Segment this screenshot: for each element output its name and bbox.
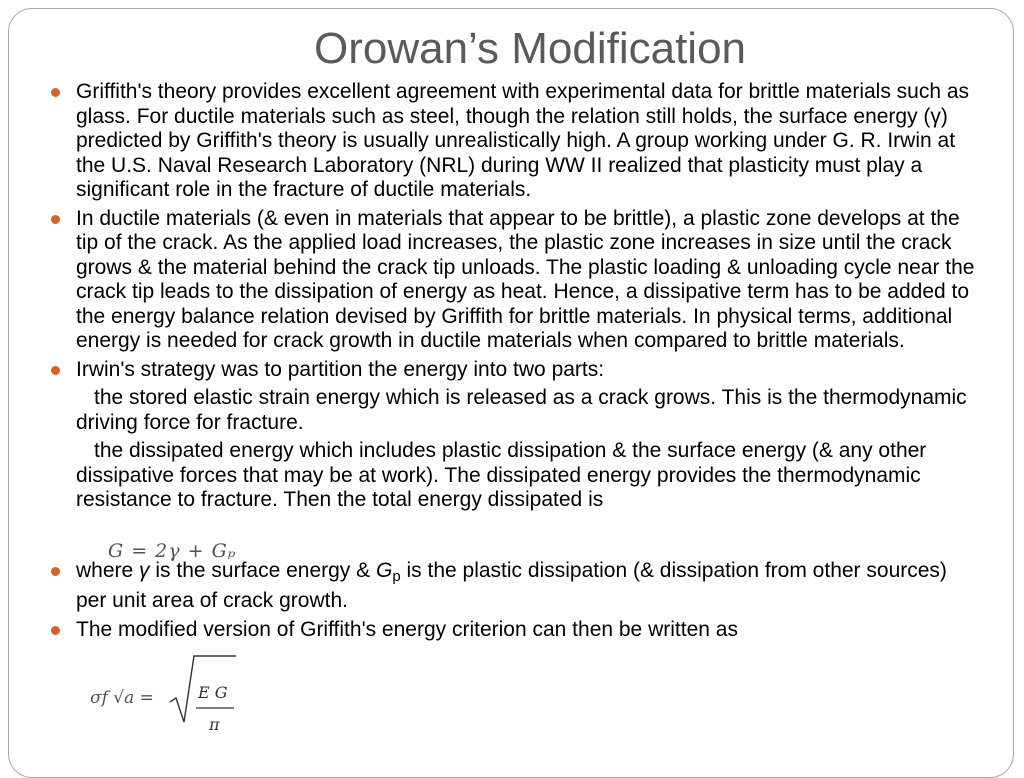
bullet-text: The modified version of Griffith's energy criterion can then be written as [76, 617, 738, 641]
bullet-item [48, 358, 978, 383]
bullet-text: Irwin's strategy was to partition the energy into two parts: [76, 357, 605, 381]
bullet-text-middle: is the surface energy & [149, 558, 376, 582]
criterion-numerator: E G [198, 683, 228, 702]
energy-formula: G = 2γ + Gₚ [108, 540, 237, 562]
g-symbol: G [375, 558, 393, 582]
bullet-dot-icon [51, 567, 60, 576]
bullet-text-suffix: is the plastic dissipation (& dissipation from other sources) per unit area of crack growth. [76, 558, 947, 612]
slide-title: Orowan’s Modification [313, 24, 747, 73]
bullet-item [48, 559, 978, 614]
gamma-symbol: γ [139, 558, 150, 582]
sub-item-text: the dissipated energy which includes plastic dissipation & the surface energy (& any other dissipative forces that may be at work). The dissipated energy provides the thermodynamic resistance to fracture. Then the total energy dissipated is [76, 439, 927, 511]
bullet-text: Griffith's theory provides excellent agreement with experimental data for brittle materials such as glass. For ductile materials such as steel, though the relation still holds, the surface energy (γ) predicted by Griffith's theory is usually unrealistically high. A group working under G. R. Irwin at the U.S. Naval Research Laboratory (NRL) during WW II realized that plasticity must play a significant role in the fracture of ductile materials. [76, 80, 970, 201]
sub-item [48, 386, 978, 435]
bullet-item [48, 207, 978, 354]
bullet-item [48, 80, 978, 203]
g-subscript: p [392, 567, 401, 585]
bullet-dot-icon [51, 215, 60, 224]
criterion-formula-lhs: σf √a = [90, 688, 154, 708]
bullet-text: In ductile materials (& even in materials that appear to be brittle), a plastic zone develops at the tip of the crack. As the applied load increases, the plastic zone increases in size until the crack grows & the material behind the crack tip unloads. The plastic loading & unloading cycle near the crack tip leads to the dissipation of energy as heat. Hence, a dissipative term has to be added to the energy balance relation devised by Griffith for brittle materials. In physical terms, additional energy is needed for crack growth in ductile materials when compared to brittle materials. [76, 206, 975, 352]
bullet-text-prefix: where [76, 558, 140, 582]
bullet-dot-icon [51, 366, 60, 375]
bullet-dot-icon [51, 626, 60, 635]
sub-item [48, 439, 978, 513]
bullet-dot-icon [51, 88, 60, 97]
sub-item-text: the stored elastic strain energy which is released as a crack grows. This is the thermodynamic driving force for fracture. [76, 386, 967, 434]
criterion-denominator: π [209, 715, 220, 734]
bullet-item [48, 618, 978, 643]
